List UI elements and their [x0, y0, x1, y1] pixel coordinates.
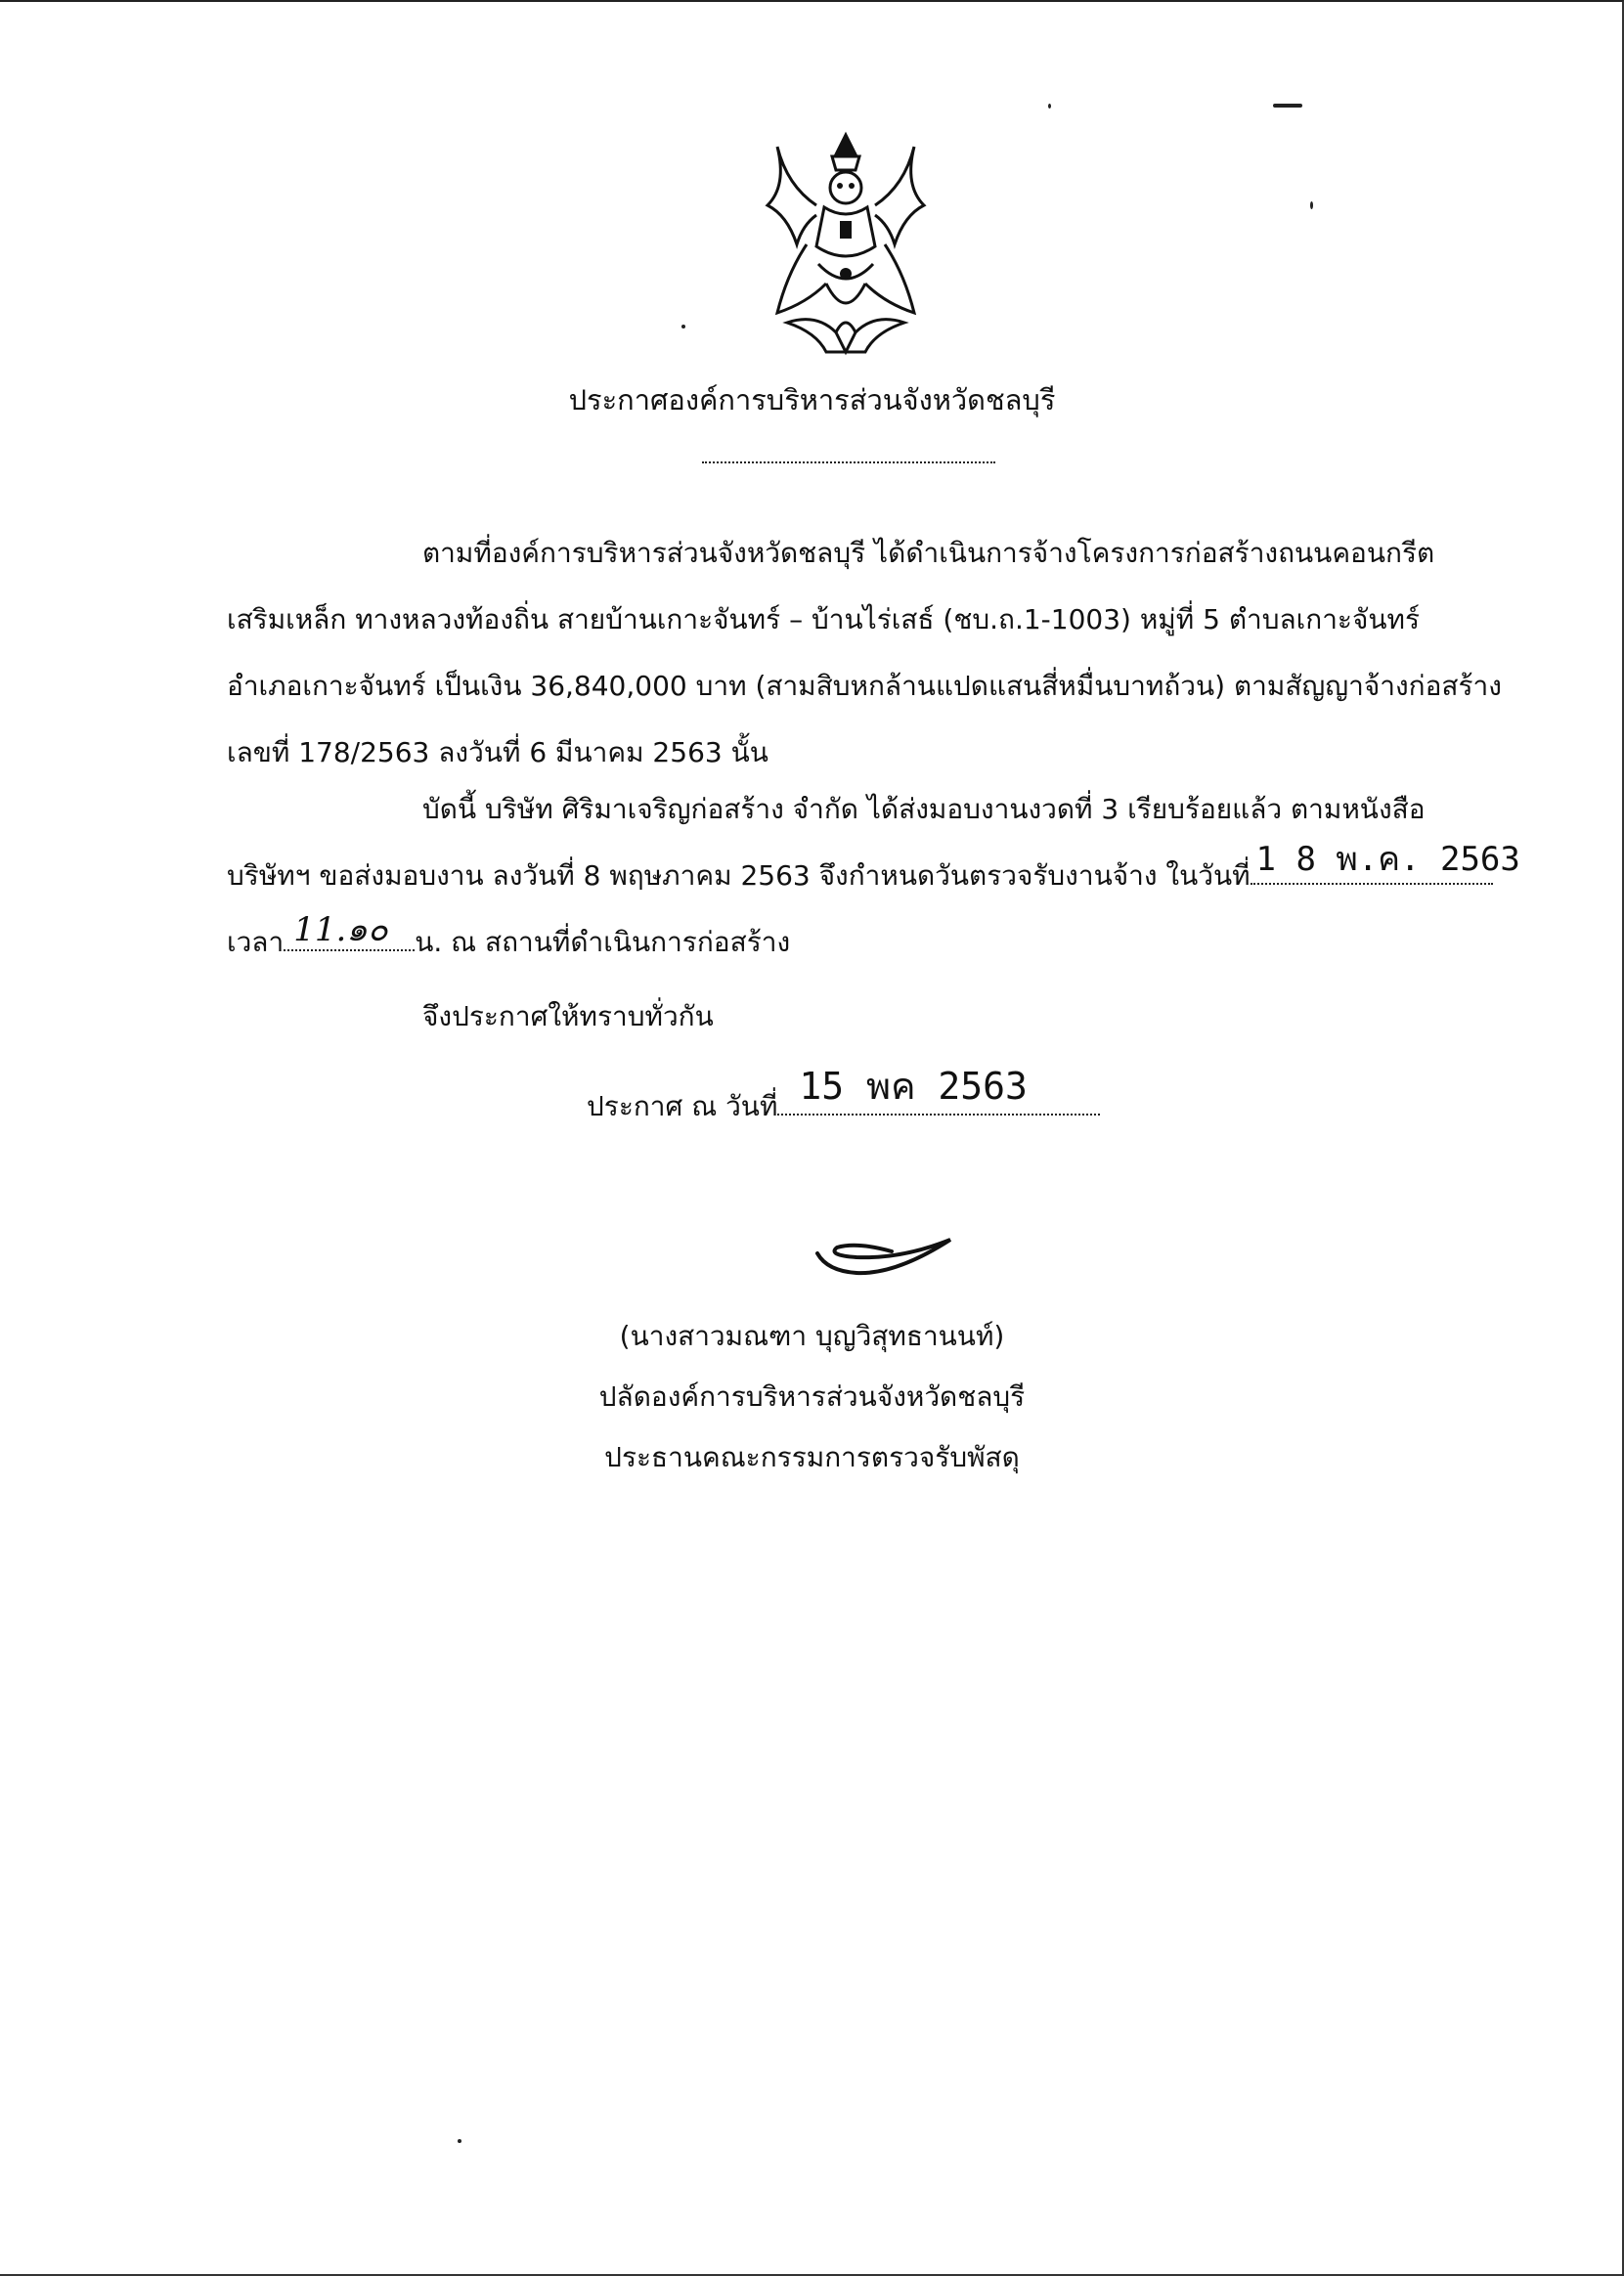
inspection-date-handwritten: 1 8 พ.ค. 2563: [1255, 840, 1520, 879]
scan-speck: [1310, 201, 1313, 209]
announce-date-block: [587, 1065, 1271, 1140]
paragraph-2-line2-text: บริษัทฯ ขอส่งมอบงาน ลงวันที่ 8 พฤษภาคม 2563 จึงกำหนดวันตรวจรับงานจ้าง ในวันที่: [227, 859, 1251, 892]
paragraph-1-line: อำเภอเกาะจันทร์ เป็นเงิน 36,840,000 บาท (สามสิบหกล้านแปดแสนสี่หมื่นบาทถ้วน) ตามสัญญาจ้างก่อสร้าง: [227, 670, 1502, 702]
paragraph-1-line: เสริมเหล็ก ทางหลวงท้องถิ่น สายบ้านเกาะจันทร์ – บ้านไร่เสธ์ (ชบ.ถ.1-1003) หมู่ที่ 5 ตำบลเกาะจันทร์: [227, 603, 1420, 635]
paragraph-2: [227, 776, 1520, 976]
paragraph-1: [227, 520, 1502, 786]
time-label: เวลา: [227, 926, 285, 958]
signatory-position: ปลัดองค์การบริหารส่วนจังหวัดชลบุรี: [598, 1380, 1026, 1413]
paragraph-2-line: [227, 840, 1520, 909]
scan-speck: [681, 325, 685, 328]
signatory-committee: ประธานคณะกรรมการตรวจรับพัสดุ: [604, 1441, 1020, 1473]
paragraph-2-line: [227, 909, 1478, 976]
signature-icon: [812, 1236, 958, 1285]
announce-block: [227, 984, 1478, 1050]
paragraph-1-line: ตามที่องค์การบริหารส่วนจังหวัดชลบุรี ได้ดำเนินการจ้างโครงการก่อสร้างถนนคอนกรีต: [422, 537, 1435, 569]
announce-date-label: ประกาศ ณ วันที่: [587, 1090, 778, 1122]
scan-speck: [1273, 104, 1302, 108]
announce-date-blank: [777, 1065, 1100, 1116]
document-title: ประกาศองค์การบริหารส่วนจังหวัดชลบุรี: [568, 383, 1056, 416]
paragraph-1-line: เลขที่ 178/2563 ลงวันที่ 6 มีนาคม 2563 นั้น: [227, 736, 768, 768]
time-suffix: น. ณ สถานที่ดำเนินการก่อสร้าง: [415, 926, 791, 958]
time-blank: [284, 910, 415, 951]
time-handwritten: 11.๑๐: [293, 910, 388, 949]
garuda-emblem-icon: [748, 127, 944, 358]
paragraph-2-line: บัดนี้ บริษัท ศิริมาเจริญก่อสร้าง จำกัด ได้ส่งมอบงานงวดที่ 3 เรียบร้อยแล้ว ตามหนังสือ: [422, 793, 1426, 825]
scan-speck: [1048, 104, 1051, 109]
announce-date-handwritten: 15 พค 2563: [799, 1065, 1028, 1108]
signatory-block: [0, 1306, 1624, 1488]
announce-line: จึงประกาศให้ทราบทั่วกัน: [422, 1000, 714, 1032]
signatory-name: (นางสาวมณฑา บุญวิสุทธานนท์): [619, 1320, 1005, 1352]
inspection-date-blank: [1251, 840, 1520, 885]
title-separator: [702, 461, 995, 463]
scan-speck: [458, 2139, 461, 2143]
